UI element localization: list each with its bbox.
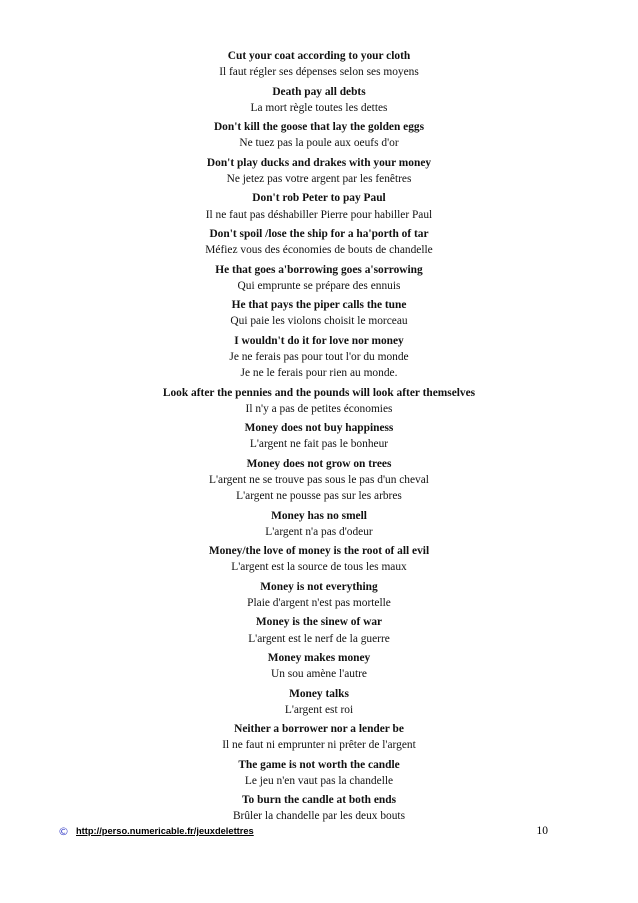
proverb-entry [40,119,598,151]
proverb-english: Death pay all debts [272,85,366,98]
proverb-french: L'argent ne fait pas le bonheur [249,438,389,451]
proverb-french: Je ne le ferais pour rien au monde. [240,367,398,380]
proverb-entry [40,614,598,646]
proverb-entry [40,190,598,222]
proverb-french: L'argent ne pousse pas sur les arbres [236,490,402,503]
proverb-french: Ne tuez pas la poule aux oeufs d'or [239,137,399,150]
proverb-english: Money is the sinew of war [255,616,383,629]
footer-url-link[interactable]: http://perso.numericable.fr/jeuxdelettres [76,826,254,836]
proverb-french: La mort règle toutes les dettes [250,101,388,114]
proverb-english: Money does not buy happiness [244,422,394,435]
proverb-english: Don't spoil /lose the ship for a ha'porth of tar [209,227,429,240]
proverb-entry [40,226,598,258]
proverb-entry [40,792,598,824]
proverb-entry [40,84,598,116]
proverb-french: Il faut régler ses dépenses selon ses moyens [219,66,419,79]
proverb-french: Qui paie les violons choisit le morceau [230,315,408,328]
proverb-entry [40,721,598,753]
proverb-entry [40,686,598,718]
proverb-entry [40,543,598,575]
proverb-french: L'argent est roi [284,703,354,716]
proverb-french: Un sou amène l'autre [271,668,367,681]
proverb-french: Il ne faut pas déshabiller Pierre pour habiller Paul [205,208,433,221]
proverb-french: Je ne ferais pas pour tout l'or du monde [229,350,409,363]
proverb-english: He that pays the piper calls the tune [231,299,407,312]
proverb-french: L'argent n'a pas d'odeur [265,525,373,538]
copyright-icon: © [58,825,69,838]
proverb-entry [40,48,598,80]
proverb-entry [40,456,598,505]
proverb-entry [40,385,598,417]
proverb-french: Qui emprunte se prépare des ennuis [237,279,401,292]
page-number: 10 [536,825,548,837]
proverb-english: Money is not everything [260,580,378,593]
proverb-french: L'argent ne se trouve pas sous le pas d'un cheval [209,473,429,486]
proverb-english: Money/the love of money is the root of all evil [208,545,430,558]
proverb-english: Look after the pennies and the pounds will look after themselves [162,386,476,399]
proverb-english: The game is not worth the candle [238,758,400,771]
proverb-english: Money talks [289,687,349,700]
proverb-french: Méfiez vous des économies de bouts de chandelle [205,244,433,257]
proverb-english: Don't rob Peter to pay Paul [252,192,386,205]
proverb-english: Don't kill the goose that lay the golden eggs [213,121,425,134]
proverb-list [40,48,598,828]
proverb-entry [40,650,598,682]
proverb-english: Cut your coat according to your cloth [227,50,411,62]
proverb-english: I wouldn't do it for love nor money [234,334,404,347]
proverb-french: Il ne faut ni emprunter ni prêter de l'argent [222,739,416,752]
proverb-entry [40,420,598,452]
proverb-entry [40,333,598,382]
proverb-entry [40,262,598,294]
proverb-entry [40,508,598,540]
proverb-english: Money does not grow on trees [246,457,392,470]
proverb-french: Brûler la chandelle par les deux bouts [232,810,406,823]
proverb-french: L'argent est la source de tous les maux [231,561,407,574]
proverb-english: He that goes a'borrowing goes a'sorrowing [215,263,423,276]
proverb-english: Neither a borrower nor a lender be [234,723,404,736]
page-footer [58,825,548,843]
proverb-french: Ne jetez pas votre argent par les fenêtres [226,172,412,185]
proverb-entry [40,757,598,789]
proverb-french: Le jeu n'en vaut pas la chandelle [244,774,394,787]
proverb-english: Money makes money [267,651,371,664]
proverb-french: L'argent est le nerf de la guerre [248,632,390,645]
proverb-entry [40,155,598,187]
proverb-english: Don't play ducks and drakes with your money [206,156,432,169]
proverb-entry [40,297,598,329]
proverb-english: To burn the candle at both ends [241,794,397,807]
proverb-french: Il n'y a pas de petites économies [245,402,393,415]
proverb-english: Money has no smell [271,509,367,522]
proverb-french: Plaie d'argent n'est pas mortelle [247,596,391,609]
proverb-entry [40,579,598,611]
